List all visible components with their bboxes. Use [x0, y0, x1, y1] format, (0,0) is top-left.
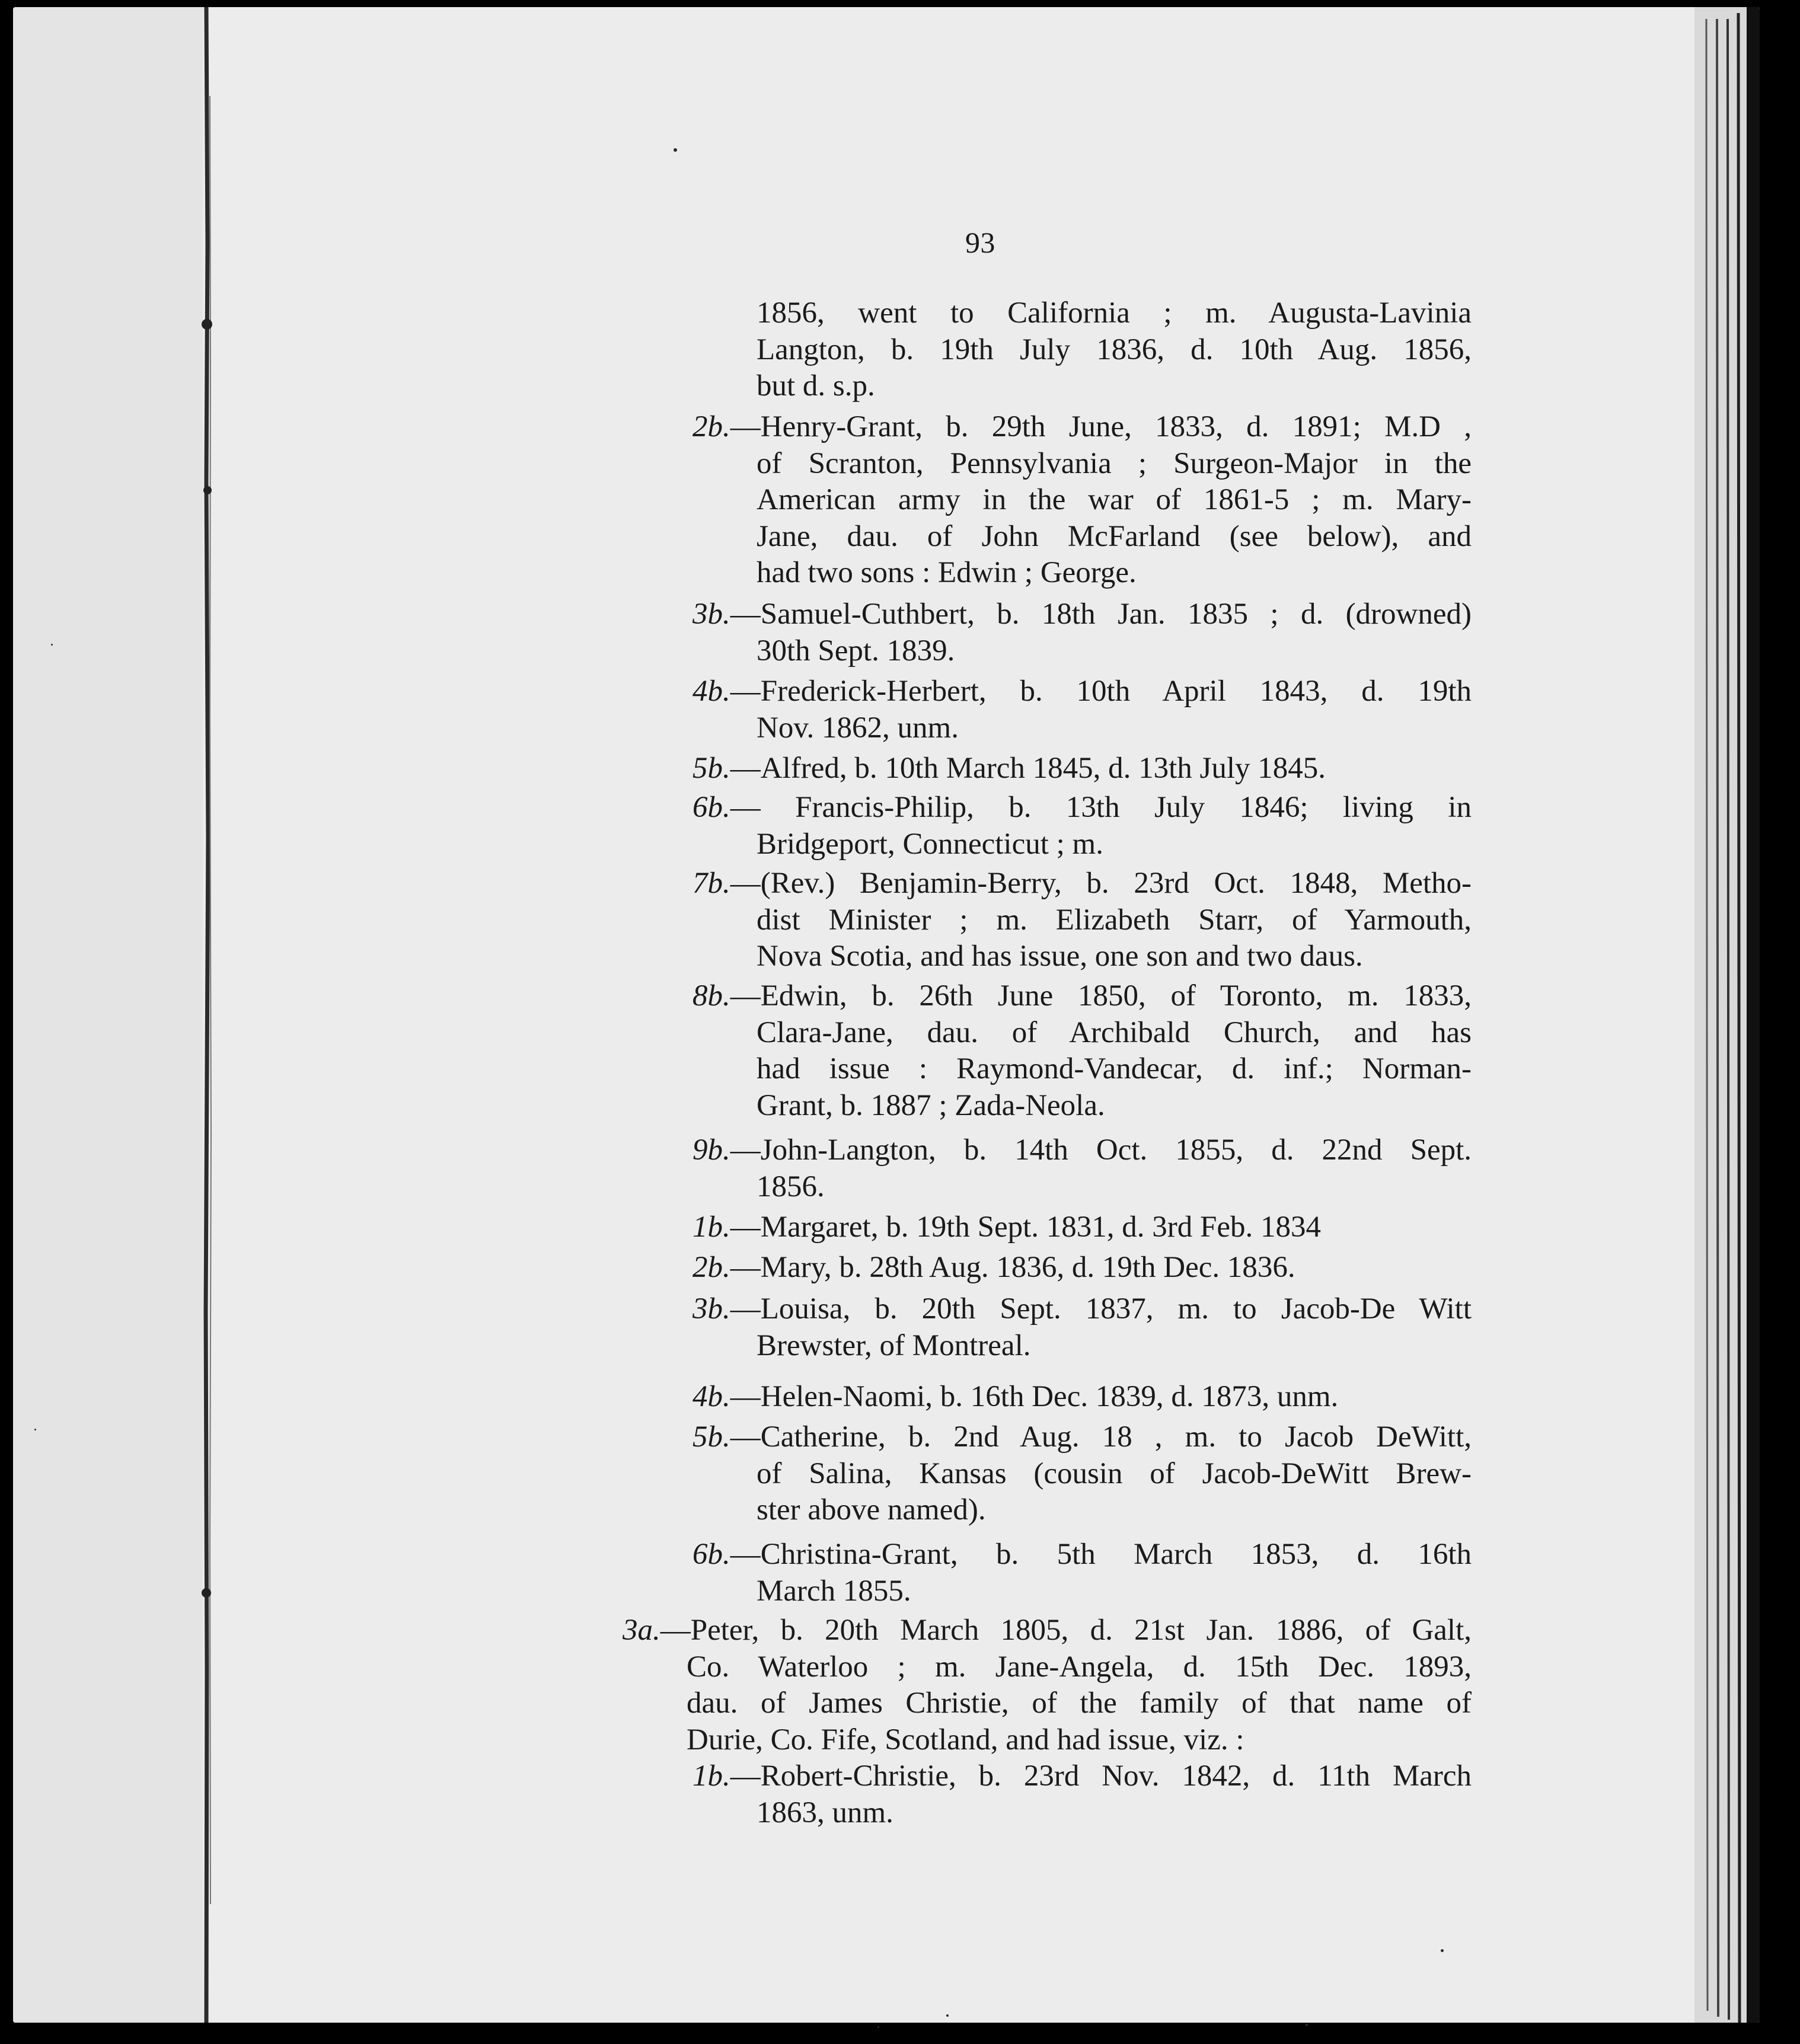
- entry-text: —Catherine, b. 2nd Aug. 18 , m. to Jacob DeWitt,: [730, 1420, 1472, 1454]
- entry-line: [692, 1250, 1472, 1286]
- entry-6b-francis-philip: [692, 790, 1472, 863]
- entry-line: American army in the war of 1861-5 ; m. Mary-: [757, 483, 1472, 516]
- entry-text: —Frederick-Herbert, b. 10th April 1843, d. 19th: [730, 675, 1472, 708]
- entry-line: 30th Sept. 1839.: [757, 634, 955, 668]
- entry-line: [692, 596, 1472, 633]
- entry-continuation: [757, 295, 1472, 405]
- entry-label: 4b.: [692, 675, 730, 708]
- entry-1b-margaret: [692, 1209, 1472, 1246]
- scan-speck: [34, 1429, 36, 1430]
- entry-line: Nov. 1862, unm.: [757, 711, 959, 745]
- scan-speck: [1441, 1949, 1444, 1952]
- page-edges: [1694, 7, 1760, 2023]
- entry-4b-frederick-herbert: [692, 673, 1472, 746]
- entry-3b-samuel-cuthbert: [692, 596, 1472, 669]
- entry-text: —Samuel-Cuthbert, b. 18th Jan. 1835 ; d. (drowned): [730, 598, 1472, 631]
- entry-line: dau. of James Christie, of the family of that name of: [687, 1687, 1472, 1720]
- entry-9b-john-langton: [692, 1132, 1472, 1205]
- entry-label: 4b.: [692, 1380, 730, 1413]
- entry-text: —Peter, b. 20th March 1805, d. 21st Jan. 1886, of Galt,: [660, 1614, 1472, 1647]
- entry-text: —(Rev.) Benjamin-Berry, b. 23rd Oct. 1848, Metho-: [730, 867, 1472, 900]
- entry-line: [692, 1537, 1472, 1573]
- entry-label: 3b.: [692, 1292, 730, 1326]
- entry-label: 6b.: [692, 1538, 730, 1571]
- entry-line: Jane, dau. of John McFarland (see below), and: [757, 519, 1472, 553]
- entry-7b-benjamin-berry: [692, 865, 1472, 975]
- entry-3a-peter: [623, 1612, 1472, 1758]
- entry-5b-catherine: [692, 1419, 1472, 1529]
- entry-line: [692, 1291, 1472, 1328]
- scan-speck: [877, 2026, 879, 2028]
- entry-line: had two sons : Edwin ; George.: [757, 556, 1137, 589]
- entry-8b-edwin: [692, 978, 1472, 1124]
- scan-speck: [946, 2014, 949, 2017]
- entry-line: of Scranton, Pennsylvania ; Surgeon-Major in the: [757, 446, 1472, 480]
- scan-speck: [51, 644, 53, 646]
- entry-line: but d. s.p.: [757, 369, 875, 403]
- entry-line: Bridgeport, Connecticut ; m.: [757, 827, 1103, 861]
- page-number: 93: [965, 226, 995, 259]
- entry-line: [692, 1419, 1472, 1456]
- entry-line: [692, 978, 1472, 1015]
- entry-text: —Christina-Grant, b. 5th March 1853, d. 16th: [730, 1538, 1472, 1571]
- entry-label: 6b.: [692, 791, 730, 824]
- entry-line: March 1855.: [757, 1574, 911, 1608]
- entry-line: [692, 865, 1472, 902]
- entry-line: Durie, Co. Fife, Scotland, and had issue, viz. :: [687, 1723, 1244, 1756]
- entry-line: 1863, unm.: [757, 1796, 893, 1829]
- entry-line: [692, 1379, 1472, 1416]
- entry-5b-alfred: [692, 750, 1472, 787]
- entry-text: —Alfred, b. 10th March 1845, d. 13th July 1845.: [730, 752, 1326, 785]
- scan-speck: [674, 148, 677, 152]
- entry-line: Langton, b. 19th July 1836, d. 10th Aug. 1856,: [757, 333, 1472, 366]
- entry-line: dist Minister ; m. Elizabeth Starr, of Yarmouth,: [757, 903, 1472, 937]
- entry-line: [623, 1612, 1472, 1649]
- entry-line: Clara-Jane, dau. of Archibald Church, and has: [757, 1015, 1472, 1049]
- entry-line: 1856, went to California ; m. Augusta-Lavinia: [757, 296, 1472, 330]
- left-page-margin: [13, 7, 203, 2023]
- entry-label: 9b.: [692, 1133, 730, 1167]
- entry-line: 1856.: [757, 1170, 825, 1203]
- entry-line: [692, 750, 1472, 787]
- entry-line: of Salina, Kansas (cousin of Jacob-DeWitt Brew-: [757, 1457, 1472, 1490]
- entry-label: 5b.: [692, 1420, 730, 1454]
- entry-line: [692, 409, 1472, 446]
- entry-text: —Louisa, b. 20th Sept. 1837, m. to Jacob-De Witt: [730, 1292, 1472, 1326]
- entry-text: —John-Langton, b. 14th Oct. 1855, d. 22nd Sept.: [730, 1133, 1472, 1167]
- entry-line: Nova Scotia, and has issue, one son and two daus.: [757, 940, 1363, 973]
- entry-6b-christina-grant: [692, 1537, 1472, 1609]
- entry-label: 2b.: [692, 1251, 730, 1284]
- entry-1b-robert-christie: [692, 1758, 1472, 1831]
- entry-2b-mary: [692, 1250, 1472, 1286]
- entry-label: 8b.: [692, 979, 730, 1013]
- entry-label: 5b.: [692, 752, 730, 785]
- entry-line: Brewster, of Montreal.: [757, 1328, 1031, 1362]
- entry-text: — Francis-Philip, b. 13th July 1846; living in: [730, 791, 1472, 824]
- entry-text: —Robert-Christie, b. 23rd Nov. 1842, d. 11th March: [730, 1759, 1472, 1793]
- book-spine: [199, 7, 217, 2023]
- entry-label: 1b.: [692, 1759, 730, 1793]
- entry-text: —Henry-Grant, b. 29th June, 1833, d. 1891; M.D ,: [730, 410, 1472, 443]
- scan-speck: [1306, 2024, 1308, 2026]
- entry-line: Grant, b. 1887 ; Zada-Neola.: [757, 1088, 1105, 1122]
- entry-line: had issue : Raymond-Vandecar, d. inf.; Norman-: [757, 1052, 1472, 1085]
- entry-line: [692, 673, 1472, 710]
- entry-label: 1b.: [692, 1211, 730, 1244]
- entry-2b-henry-grant: [692, 409, 1472, 592]
- entry-line: [692, 1132, 1472, 1169]
- entry-text: —Margaret, b. 19th Sept. 1831, d. 3rd Feb. 1834: [730, 1211, 1322, 1244]
- entry-label: 2b.: [692, 410, 730, 443]
- entry-line: [692, 790, 1472, 826]
- entry-text: —Mary, b. 28th Aug. 1836, d. 19th Dec. 1836.: [730, 1251, 1295, 1284]
- entry-text: —Edwin, b. 26th June 1850, of Toronto, m. 1833,: [730, 979, 1472, 1013]
- entry-line: [692, 1209, 1472, 1246]
- entry-label: 3b.: [692, 598, 730, 631]
- entry-line: [692, 1758, 1472, 1795]
- entry-4b-helen-naomi: [692, 1379, 1472, 1416]
- entry-text: —Helen-Naomi, b. 16th Dec. 1839, d. 1873, unm.: [730, 1380, 1339, 1413]
- entry-label: 7b.: [692, 867, 730, 900]
- entry-3b-louisa: [692, 1291, 1472, 1364]
- entry-line: Co. Waterloo ; m. Jane-Angela, d. 15th Dec. 1893,: [687, 1650, 1472, 1684]
- entry-line: ster above named).: [757, 1493, 986, 1526]
- entry-label: 3a.: [623, 1614, 660, 1647]
